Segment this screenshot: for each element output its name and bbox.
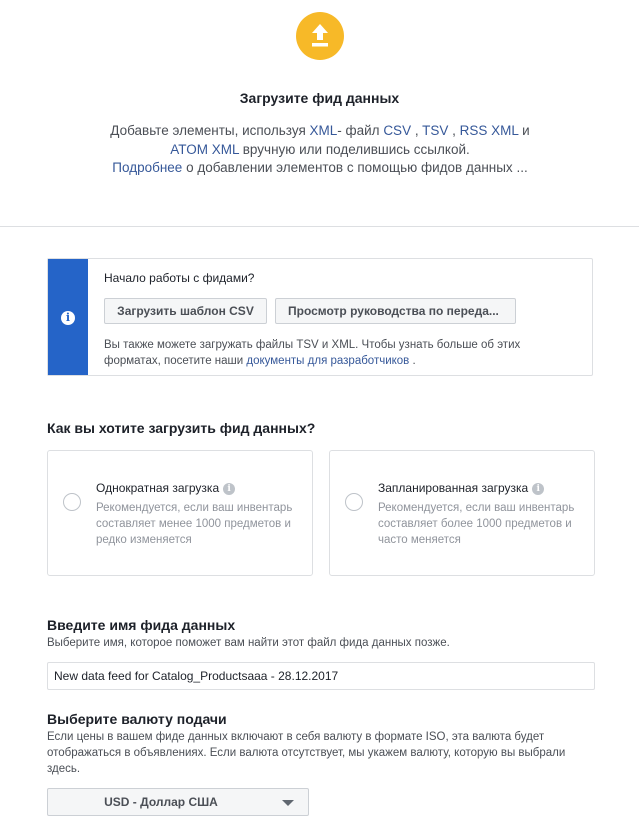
help-icon[interactable]: i — [223, 483, 235, 495]
feed-name-input[interactable] — [47, 662, 595, 690]
option-description: Рекомендуется, если ваш инвентарь составляет менее 1000 предметов и редко изменяется — [96, 502, 293, 546]
feed-name-title: Введите имя фида данных — [47, 617, 236, 633]
developer-docs-link[interactable]: документы для разработчиков — [246, 355, 410, 367]
currency-subtitle: Если цены в вашем фиде данных включают в себя валюту в формате ISO, эта валюта будет отображаться в объявлениях. Если валюта отсутствует, мы укажем валюту, которую вы выбрали здесь. — [47, 731, 566, 775]
page-description: Добавьте элементы, используя XML- файл CSV , TSV , RSS XML и ATOM XML вручную или поделившись ссылкой. Подробнее о добавлении элементов с помощью фидов данных ... — [110, 123, 530, 175]
download-csv-template-button[interactable]: Загрузить шаблон CSV — [104, 298, 267, 324]
atom-xml-link[interactable]: ATOM XML — [170, 141, 239, 157]
one-time-upload-radio[interactable] — [63, 493, 81, 511]
scheduled-upload-option[interactable] — [329, 450, 595, 576]
chevron-down-icon — [282, 800, 294, 806]
upload-icon — [296, 12, 344, 60]
help-icon[interactable]: i — [532, 483, 544, 495]
option-description: Рекомендуется, если ваш инвентарь составляет более 1000 предметов и часто меняется — [378, 502, 575, 546]
currency-selected-value: USD - Доллар США — [104, 795, 218, 809]
csv-link[interactable]: CSV — [383, 123, 412, 138]
view-guide-button[interactable]: Просмотр руководства по переда... — [275, 298, 516, 324]
info-icon: i — [61, 311, 75, 325]
upload-method-title: Как вы хотите загрузить фид данных? — [47, 420, 316, 436]
info-stripe — [48, 259, 88, 375]
currency-title: Выберите валюту подачи — [47, 711, 227, 727]
option-title: Однократная загрузка i — [96, 481, 235, 495]
feeds-info-box — [47, 258, 593, 376]
info-title: Начало работы с фидами? — [104, 271, 255, 285]
currency-select[interactable] — [47, 788, 309, 816]
xml-link[interactable]: XML — [309, 123, 338, 138]
divider — [0, 226, 639, 227]
info-note: Вы также можете загружать файлы TSV и XML. Чтобы узнать больше об этих форматах, посетите наши документы для разработчиков . — [104, 339, 521, 367]
feed-name-subtitle: Выберите имя, которое поможет вам найти этот файл фида данных позже. — [47, 637, 450, 649]
option-title: Запланированная загрузка i — [378, 481, 544, 495]
one-time-upload-option[interactable] — [47, 450, 313, 576]
scheduled-upload-radio[interactable] — [345, 493, 363, 511]
learn-more-link[interactable]: Подробнее — [112, 160, 183, 175]
tsv-link[interactable]: TSV — [422, 123, 449, 138]
page-title: Загрузите фид данных — [239, 90, 400, 106]
rss-xml-link[interactable]: RSS XML — [459, 123, 519, 138]
